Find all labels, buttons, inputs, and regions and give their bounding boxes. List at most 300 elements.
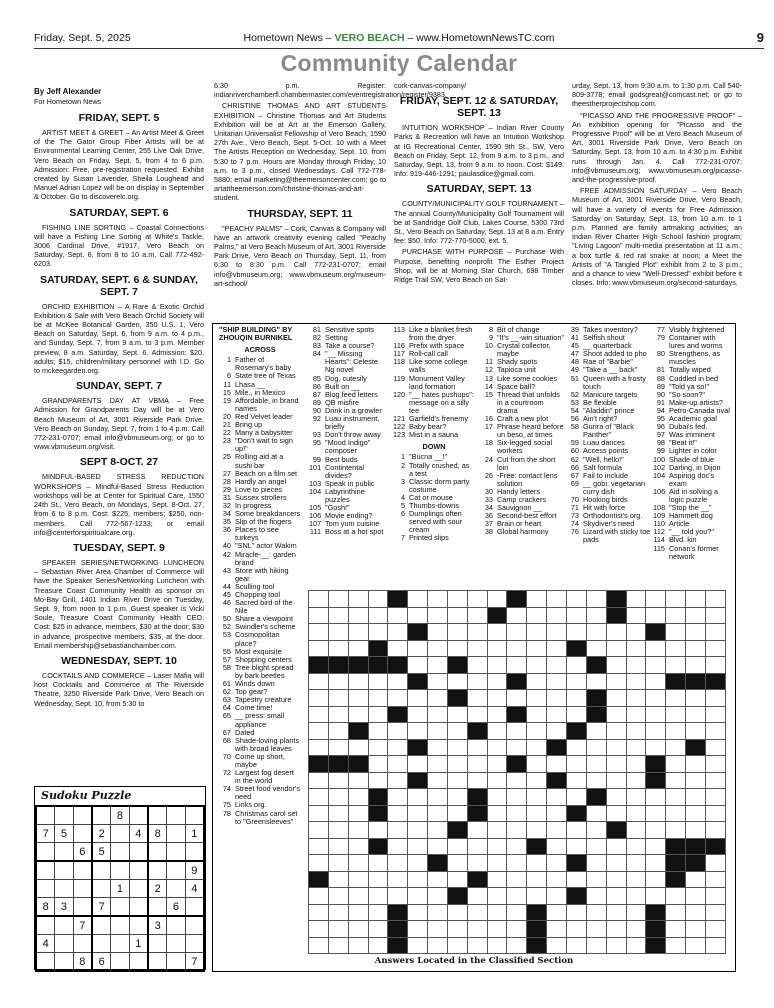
crossword-clue [219, 810, 301, 826]
clue-text: Christmas carol set to "Greensleeves" [235, 808, 298, 826]
clue-number: 11 [223, 379, 231, 389]
crossword-square [348, 871, 368, 888]
crossword-square [666, 739, 686, 756]
crossword-square [666, 789, 686, 806]
clue-number: 74 [222, 784, 231, 794]
crossword-square [368, 855, 388, 872]
sudoku-cell: 5 [55, 825, 73, 843]
crossword-clue [219, 397, 301, 413]
crossword-square [348, 838, 368, 855]
sudoku-cell [55, 843, 73, 862]
crossword-clue [567, 423, 651, 439]
clue-text: Shade-loving plants with broad leaves [235, 735, 300, 753]
clue-number: 29 [222, 484, 231, 494]
crossword-square [487, 838, 507, 855]
clue-number: 42 [222, 549, 231, 559]
clue-text: Winds down [235, 679, 275, 689]
clue-text: Handy letters [497, 486, 540, 496]
crossword-square [309, 772, 329, 789]
crossword-black-square [368, 640, 388, 657]
crossword-square [547, 789, 567, 806]
crossword-square [646, 805, 666, 822]
clue-number: 58 [222, 662, 231, 672]
clue-text: In progress [235, 500, 272, 510]
sudoku-cell: 4 [185, 880, 204, 898]
clue-number: 80 [656, 349, 665, 359]
crossword-square [705, 756, 725, 773]
crossword-black-square [646, 756, 666, 773]
crossword-clue [393, 510, 475, 534]
clue-number: 70 [222, 751, 231, 761]
clue-number: 112 [653, 527, 665, 537]
crossword-square [626, 706, 646, 723]
crossword-square [686, 904, 706, 921]
crossword-clue [393, 478, 475, 494]
clue-text: Article [669, 519, 690, 529]
crossword-square [547, 937, 567, 954]
clue-text: Container with lures and worms [669, 333, 723, 351]
crossword-black-square [547, 772, 567, 789]
crossword-clue [309, 528, 389, 536]
crossword-clue [309, 464, 389, 480]
crossword-square [547, 805, 567, 822]
clue-number: 7 [400, 533, 405, 543]
crossword-square [666, 723, 686, 740]
crossword-square [368, 888, 388, 905]
clue-text: Come time! [235, 703, 273, 713]
clue-text: Blog feed letters [325, 389, 378, 399]
crossword-clue [219, 356, 301, 372]
crossword-square [487, 756, 507, 773]
clue-number: 94 [656, 405, 665, 415]
crossword-square [566, 937, 586, 954]
crossword-black-square [705, 838, 725, 855]
crossword-square [447, 937, 467, 954]
sudoku-cell: 6 [167, 898, 185, 917]
crossword-square [566, 607, 586, 624]
crossword-square [348, 805, 368, 822]
clue-number: 1 [400, 452, 405, 462]
crossword-square [487, 640, 507, 657]
clue-text: Take a course? [325, 341, 375, 351]
crossword-square [328, 904, 348, 921]
crossword-square [666, 690, 686, 707]
crossword-black-square [527, 937, 547, 954]
event-listing: "PEACHY PALMS" – Cork, Canvas & Company will have an artwork creativity evening called "Peachy Palms," at Vero Beach Museum of Art, 3001 Riverside Park Drive, Vero Beach on Thursday, Sept. 11, from 6:30 to 8:30 p.m. Call 772-231-0707; email info@vbmuseum.org; www.vbmuseum.org/museum-art-school/ [214, 223, 386, 288]
clue-number: 86 [312, 381, 321, 391]
crossword-square [507, 904, 527, 921]
crossword-square [507, 871, 527, 888]
crossword-square [705, 723, 725, 740]
crossword-square [666, 772, 686, 789]
sudoku-cell [129, 806, 148, 825]
sudoku-cell [129, 880, 148, 898]
clue-text: Sussex strollers [235, 492, 287, 502]
clue-number: 33 [484, 494, 493, 504]
crossword-square [408, 690, 428, 707]
crossword-square [527, 607, 547, 624]
clue-text: Brain or heart [497, 519, 542, 529]
clue-text: Rae of "Barbie" [583, 357, 633, 367]
crossword-black-square [447, 822, 467, 839]
clue-number: 27 [222, 468, 231, 478]
crossword-square [686, 657, 706, 674]
event-listing: MINDFUL-BASED STRESS REDUCTION WORKSHOPS – Mindful-Based Stress Reduction workshops will be at Center for Spiritual Care, 1550 24th St., Vero Beach, on Mondays, Sept. 8-Oct. 27, from 6 to 8 p.m. Cost: $225, members; $250, non-members. Call 772-567-1233; or email info@centerforspiritualcare.org. [34, 472, 204, 537]
crossword-square [686, 805, 706, 822]
crossword-black-square [527, 921, 547, 938]
crossword-square [566, 789, 586, 806]
crossword-square [646, 706, 666, 723]
clue-number: 105 [309, 503, 322, 513]
clue-number: 67 [222, 727, 231, 737]
clue-text: Garfield's frenemy [409, 414, 468, 424]
clue-number: 103 [309, 478, 322, 488]
crossword-clue [653, 545, 733, 561]
clue-number: 107 [309, 519, 322, 529]
crossword-square [606, 690, 626, 707]
clue-text: Mile., in Mexico [235, 387, 286, 397]
crossword-square [428, 921, 448, 938]
crossword-square [368, 591, 388, 608]
sudoku-cell [36, 861, 55, 880]
crossword-square [586, 871, 606, 888]
clue-text: Labyrinthine puzzles [325, 486, 365, 504]
crossword-square [626, 822, 646, 839]
clue-number: 90 [656, 389, 665, 399]
crossword-square [309, 739, 329, 756]
crossword-square [428, 706, 448, 723]
crossword-square [666, 822, 686, 839]
clue-text: Tapioca unit [497, 365, 536, 375]
crossword-square [547, 591, 567, 608]
clue-number: 89 [312, 397, 321, 407]
sudoku-cell [148, 898, 167, 917]
crossword-square [705, 739, 725, 756]
crossword-square [388, 838, 408, 855]
clue-text: Crystal collector, maybe [497, 341, 551, 359]
crossword-square [547, 904, 567, 921]
crossword-square [547, 607, 567, 624]
crossword-square [705, 591, 725, 608]
sudoku-cell: 9 [185, 861, 204, 880]
crossword-black-square [348, 723, 368, 740]
crossword-square [666, 921, 686, 938]
clue-text: "Bucna __!" [409, 452, 448, 462]
clue-number: 74 [570, 519, 579, 529]
crossword-square [348, 591, 368, 608]
sudoku-cell [148, 935, 167, 953]
crossword-square [348, 937, 368, 954]
clue-number: 30 [484, 486, 493, 496]
crossword-black-square [467, 805, 487, 822]
crossword-clue [567, 480, 651, 496]
crossword-square [428, 690, 448, 707]
clue-text: "It's __-win situation" [497, 333, 565, 343]
clue-text: Miracle-__: garden brand [235, 549, 296, 567]
clue-text: Space ball? [497, 381, 536, 391]
date-heading: SATURDAY, SEPT. 13 [426, 183, 532, 196]
clue-number: 45 [222, 590, 231, 599]
crossword-square [686, 921, 706, 938]
crossword-square [467, 904, 487, 921]
clue-number: 47 [570, 349, 579, 359]
crossword-square [487, 789, 507, 806]
clue-number: 22 [222, 428, 231, 438]
sudoku-cell [185, 916, 204, 935]
clue-number: 76 [570, 527, 579, 537]
crossword-square [606, 640, 626, 657]
clue-number: 58 [570, 422, 579, 432]
clue-text: Tapestry creature [235, 695, 292, 705]
crossword-square [447, 904, 467, 921]
clue-number: 8 [488, 325, 493, 334]
column-4 [572, 81, 742, 289]
crossword-clue [393, 391, 475, 415]
crossword-square [705, 690, 725, 707]
clue-number: 12 [484, 365, 493, 375]
crossword-square [388, 888, 408, 905]
clue-number: 54 [570, 405, 579, 415]
clue-text: Dated [235, 727, 255, 737]
crossword-square [586, 723, 606, 740]
clue-number: 89 [656, 381, 665, 391]
clue-text: "Take a __ back" [583, 365, 638, 375]
crossword-clue [393, 375, 475, 391]
crossword-clue [219, 664, 301, 680]
crossword-square [309, 723, 329, 740]
crossword-square [309, 706, 329, 723]
clue-text: Salt formula [583, 462, 622, 472]
crossword-square [467, 673, 487, 690]
clue-text: Dog, cutesily [325, 373, 367, 383]
crossword-square [527, 789, 547, 806]
crossword-square [566, 871, 586, 888]
crossword-square [586, 640, 606, 657]
sudoku-cell [73, 898, 92, 917]
crossword-square [309, 855, 329, 872]
date-heading: THURSDAY, SEPT. 11 [247, 207, 353, 220]
crossword-black-square [467, 789, 487, 806]
clue-text: __ gobi: vegetarian curry dish [583, 478, 646, 496]
clue-text: "So soon?" [669, 389, 706, 399]
sudoku-cell [111, 935, 129, 953]
crossword-square [507, 888, 527, 905]
crossword-square [467, 706, 487, 723]
clue-text: Baby bear? [409, 422, 447, 432]
clue-number: 87 [312, 389, 321, 399]
crossword-square [566, 591, 586, 608]
crossword-square [388, 607, 408, 624]
crossword-square [368, 772, 388, 789]
crossword-square [527, 739, 547, 756]
crossword-clue [393, 462, 475, 478]
crossword-square [606, 838, 626, 855]
crossword-square [348, 690, 368, 707]
crossword-square [547, 723, 567, 740]
crossword-square [686, 640, 706, 657]
crossword-clues-col-2 [309, 326, 389, 536]
crossword-black-square [507, 706, 527, 723]
crossword-square [666, 640, 686, 657]
clue-text: Sacred bird of the Nile [235, 598, 293, 616]
crossword-square [586, 805, 606, 822]
crossword-square [626, 904, 646, 921]
column-1-body [34, 112, 204, 708]
clue-text: Boss at a hot spot [325, 527, 384, 537]
clue-text: Love to pieces [235, 484, 283, 494]
clue-number: 60 [570, 446, 579, 456]
crossword-square [686, 822, 706, 839]
sudoku-cell [185, 843, 204, 862]
sudoku-cell [73, 861, 92, 880]
crossword-square [447, 673, 467, 690]
paper-name: Hometown News – [243, 32, 335, 44]
crossword-black-square [368, 657, 388, 674]
crossword-black-square [309, 871, 329, 888]
crossword-square [646, 855, 666, 872]
clue-text: Swindler's scheme [235, 622, 296, 632]
crossword-black-square [686, 673, 706, 690]
date-heading: FRIDAY, SEPT. 12 & SATURDAY, SEPT. 13 [399, 95, 559, 120]
crossword-black-square [586, 789, 606, 806]
crossword-square [428, 772, 448, 789]
crossword-square [388, 624, 408, 641]
crossword-square [646, 739, 666, 756]
crossword-square [606, 805, 626, 822]
crossword-square [705, 624, 725, 641]
clue-number: 79 [656, 333, 665, 343]
crossword-square [586, 673, 606, 690]
crossword-square [487, 805, 507, 822]
clue-text: Dumplings often served with sour cream [409, 509, 463, 535]
clue-number: 53 [222, 630, 231, 640]
crossword-square [408, 657, 428, 674]
sudoku-cell [129, 898, 148, 917]
sudoku-cell [185, 806, 204, 825]
crossword-square [408, 904, 428, 921]
crossword-square [646, 789, 666, 806]
crossword-square [666, 591, 686, 608]
clue-text: Shady spots [497, 357, 538, 367]
crossword-square [388, 673, 408, 690]
crossword-square [705, 657, 725, 674]
crossword-black-square [309, 657, 329, 674]
crossword-square [586, 838, 606, 855]
clue-text: Cut from the short loin [497, 454, 556, 472]
crossword-square [606, 756, 626, 773]
crossword-square [467, 937, 487, 954]
crossword-black-square [388, 937, 408, 954]
clue-text: Lighter in color [669, 446, 717, 456]
crossword-square [566, 921, 586, 938]
sudoku-cell: 7 [73, 916, 92, 935]
crossword-square [309, 937, 329, 954]
sudoku-cell: 6 [73, 843, 92, 862]
crossword-square [527, 657, 547, 674]
crossword-black-square [487, 607, 507, 624]
clue-number: 75 [222, 800, 231, 810]
crossword-clue [653, 488, 733, 504]
clue-number: 67 [570, 470, 579, 480]
clue-number: 10 [484, 341, 493, 351]
clue-number: 44 [222, 581, 231, 591]
crossword-clue [393, 431, 475, 439]
crossword-square [527, 690, 547, 707]
crossword-black-square [368, 838, 388, 855]
clue-text: __ press: small appliance [235, 711, 285, 729]
crossword-square [626, 591, 646, 608]
sudoku-cell [73, 806, 92, 825]
crossword-square [328, 690, 348, 707]
clue-text: Sauvignon __ [497, 503, 542, 513]
crossword-square [447, 607, 467, 624]
crossword-square [487, 921, 507, 938]
crossword-black-square [428, 855, 448, 872]
crossword-square [428, 591, 448, 608]
crossword-square [626, 690, 646, 707]
crossword-square [686, 624, 706, 641]
event-listing: GRANDPARENTS DAY AT VBMA – Free Admission for Grandparents Day will be at Vero Beach Museum of Art, 3001 Riverside Park Drive, Vero Beach on Sunday, Sept. 7, from 1 to 4 p.m. Call 772-231-0707; email info@vbmuseum.org; or go to www.vbmuseum.org/visit. [34, 396, 204, 452]
crossword-square [428, 739, 448, 756]
crossword-square [408, 838, 428, 855]
crossword-square [388, 640, 408, 657]
clue-text: Top gear? [235, 687, 268, 697]
crossword-clue [653, 472, 733, 488]
crossword-square [408, 822, 428, 839]
clue-text: Was imminent [669, 430, 715, 440]
crossword-square [507, 723, 527, 740]
sudoku-cell: 3 [55, 898, 73, 917]
clue-text: Aid in solving a logic puzzle [669, 486, 719, 504]
crossword-square [328, 855, 348, 872]
issue-date: Friday, Sept. 5, 2025 [34, 32, 131, 44]
crossword-square [428, 607, 448, 624]
date-heading: SATURDAY, SEPT. 6 [69, 206, 169, 219]
clue-number: 113 [393, 325, 405, 334]
crossword-square [447, 871, 467, 888]
crossword-clue [219, 631, 301, 647]
crossword-black-square [348, 657, 368, 674]
sudoku-puzzle [34, 786, 206, 970]
crossword-square [705, 904, 725, 921]
crossword-square [606, 706, 626, 723]
clue-text: Father of Rosemary's baby [235, 355, 292, 373]
clue-text: Mist in a sauna [409, 430, 459, 440]
crossword-square [586, 772, 606, 789]
crossword-square [626, 607, 646, 624]
crossword-square [368, 624, 388, 641]
clue-text: Affordable, in brand names [235, 395, 299, 413]
clue-number: 91 [656, 397, 665, 407]
crossword-square [666, 607, 686, 624]
crossword-square [368, 607, 388, 624]
clue-number: 4 [400, 492, 405, 502]
crossword-square [428, 723, 448, 740]
clue-number: 13 [484, 373, 493, 383]
crossword-square [586, 591, 606, 608]
crossword-black-square [646, 921, 666, 938]
crossword-clue [219, 753, 301, 769]
clue-text: Blvd. kin [669, 535, 697, 545]
crossword-square [388, 723, 408, 740]
clue-text: Most exquisite [235, 646, 282, 656]
crossword-square [566, 624, 586, 641]
clue-text: Aspiring doc's exam [669, 470, 715, 488]
clue-text: "Told ya so!" [669, 381, 710, 391]
crossword-square [626, 888, 646, 905]
crossword-clue [309, 350, 389, 374]
event-listing: ORCHID EXHIBITION – A Rare & Exotic Orchid Exhibition & Sale with Vero Beach Orchid Society will be at McKee Botanical Garden, 350 U.S. 1, Vero Beach on Saturday, Sept. 6, from 9 a.m. to 4 p.m., and Sunday, Sept. 7, from 9 a.m. to 3 p.m. Member preview, 8 a.m. Saturday, Sept. 6. Admission: $20, adults; $15, children/military personnel with I.D. Go to mckeegarden.org. [34, 301, 204, 376]
